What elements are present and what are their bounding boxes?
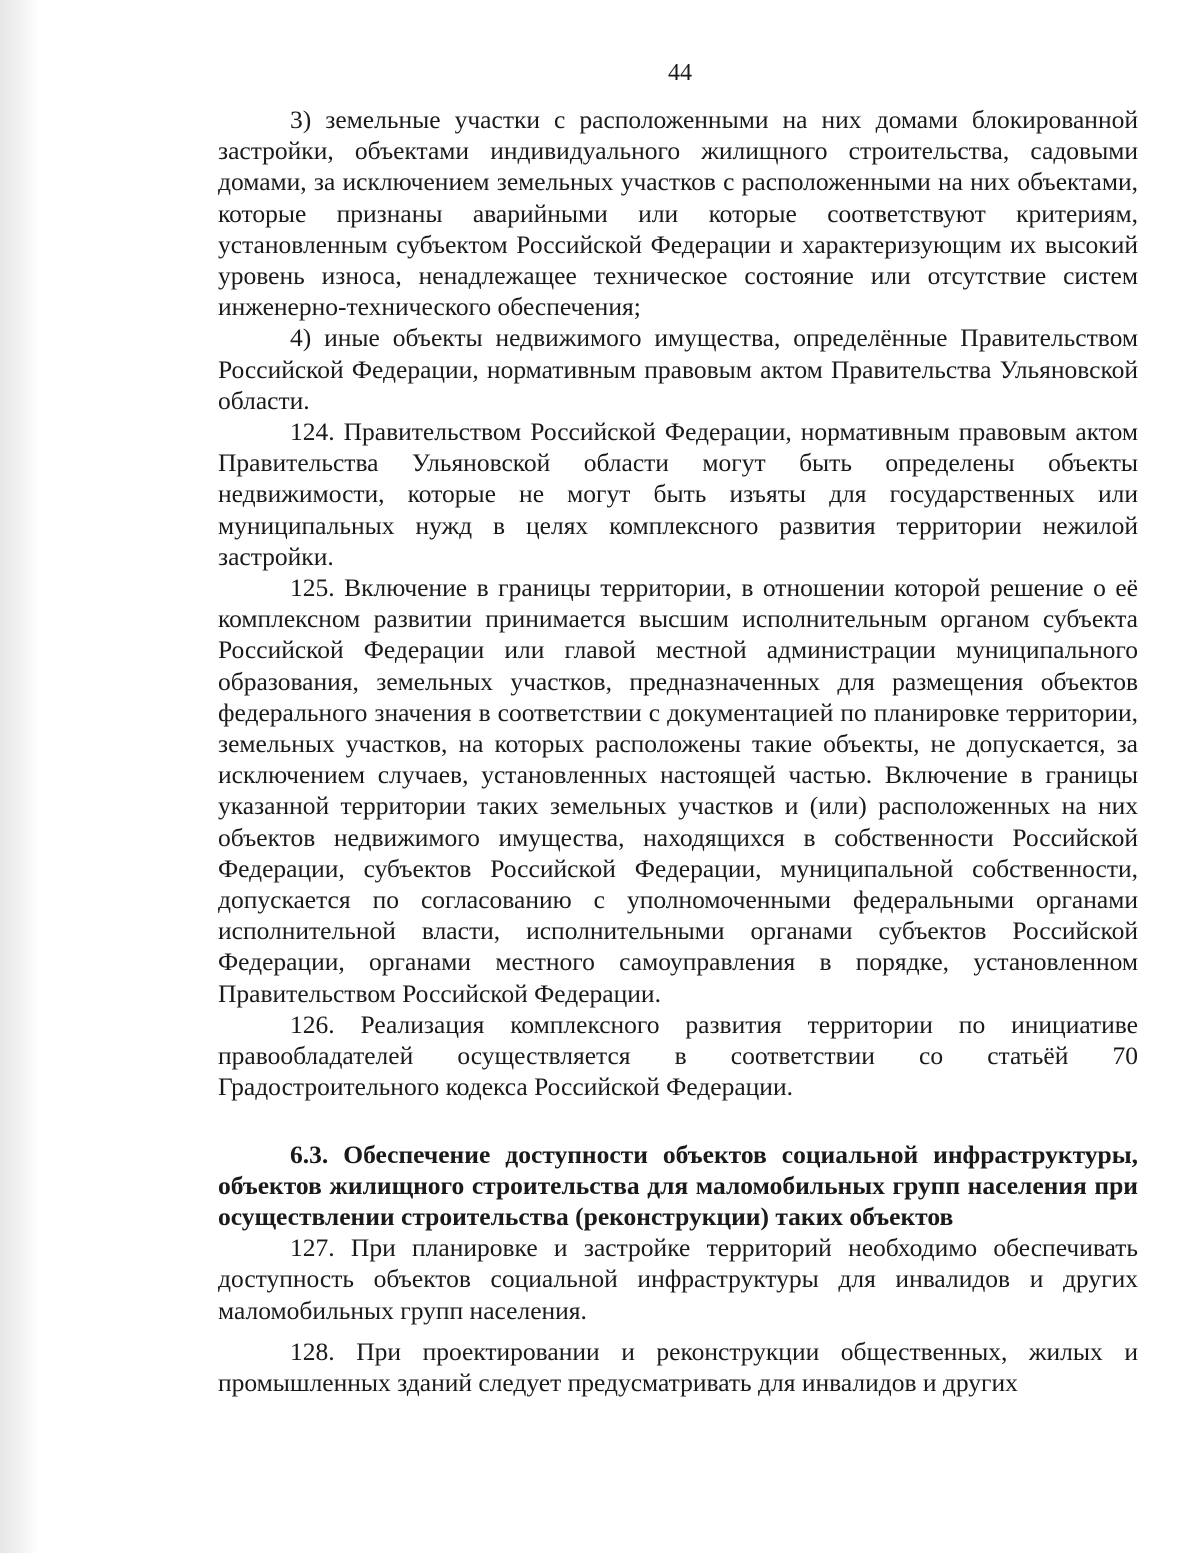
document-body [218, 104, 1138, 1398]
paragraph-item-3: 3) земельные участки с расположенными на них домами блокированной застройки, объектами индивидуального жилищного строительства, садовыми домами, за исключением земельных участков с расположенными на них объектами, которые признаны аварийными или которые соответствуют критериям, установленным субъектом Российской Федерации и характеризующим их высокий уровень износа, ненадлежащее техническое состояние или отсутствие систем инженерно-технического обеспечения; [218, 105, 1138, 322]
scan-page-edge [0, 0, 38, 1553]
paragraph-126: 126. Реализация комплексного развития территории по инициативе правообладателей осуществляется в соответствии со статьёй 70 Градостроительного кодекса Российской Федерации. [218, 1009, 1138, 1102]
paragraph-125: 125. Включение в границы территории, в отношении которой решение о её комплексном развитии принимается высшим исполнительным органом субъекта Российской Федерации или главой местной администрации муниципального образования, земельных участков, предназначенных для размещения объектов федерального значения в соответствии с документацией по планировке территории, земельных участков, на которых расположены такие объекты, не допускается, за исключением случаев, установленных настоящей частью. Включение в границы указанной территории таких земельных участков и (или) расположенных на них объектов недвижимого имущества, находящихся в собственности Российской Федерации, субъектов Российской Федерации, муниципальной собственности, допускается по согласованию с уполномоченными федеральными органами исполнительной власти, исполнительными органами субъектов Российской Федерации, органами местного самоуправления в порядке, установленном Правительством Российской Федерации. [218, 573, 1138, 1008]
paragraph-item-4: 4) иные объекты недвижимого имущества, определённые Правительством Российской Федерации, нормативным правовым актом Правительства Ульяновской области. [218, 323, 1138, 415]
section-heading-6-3: 6.3. Обеспечение доступности объектов социальной инфраструктуры, объектов жилищного строительства для маломобильных групп населения при осуществлении строительства (реконструкции) таких объектов [218, 1139, 1138, 1231]
paragraph-124: 124. Правительством Российской Федерации, нормативным правовым актом Правительства Ульяновской области могут быть определены объекты недвижимости, которые не могут быть изъяты для государственных или муниципальных нужд в целях комплексного развития территории нежилой застройки. [218, 417, 1138, 571]
paragraph-127: 127. При планировке и застройке территорий необходимо обеспечивать доступность объектов социальной инфраструктуры для инвалидов и других маломобильных групп населения. [218, 1233, 1138, 1325]
paragraph-128: 128. При проектировании и реконструкции общественных, жилых и промышленных зданий следует предусматривать для инвалидов и других [218, 1336, 1138, 1397]
page-number: 44 [668, 60, 692, 86]
